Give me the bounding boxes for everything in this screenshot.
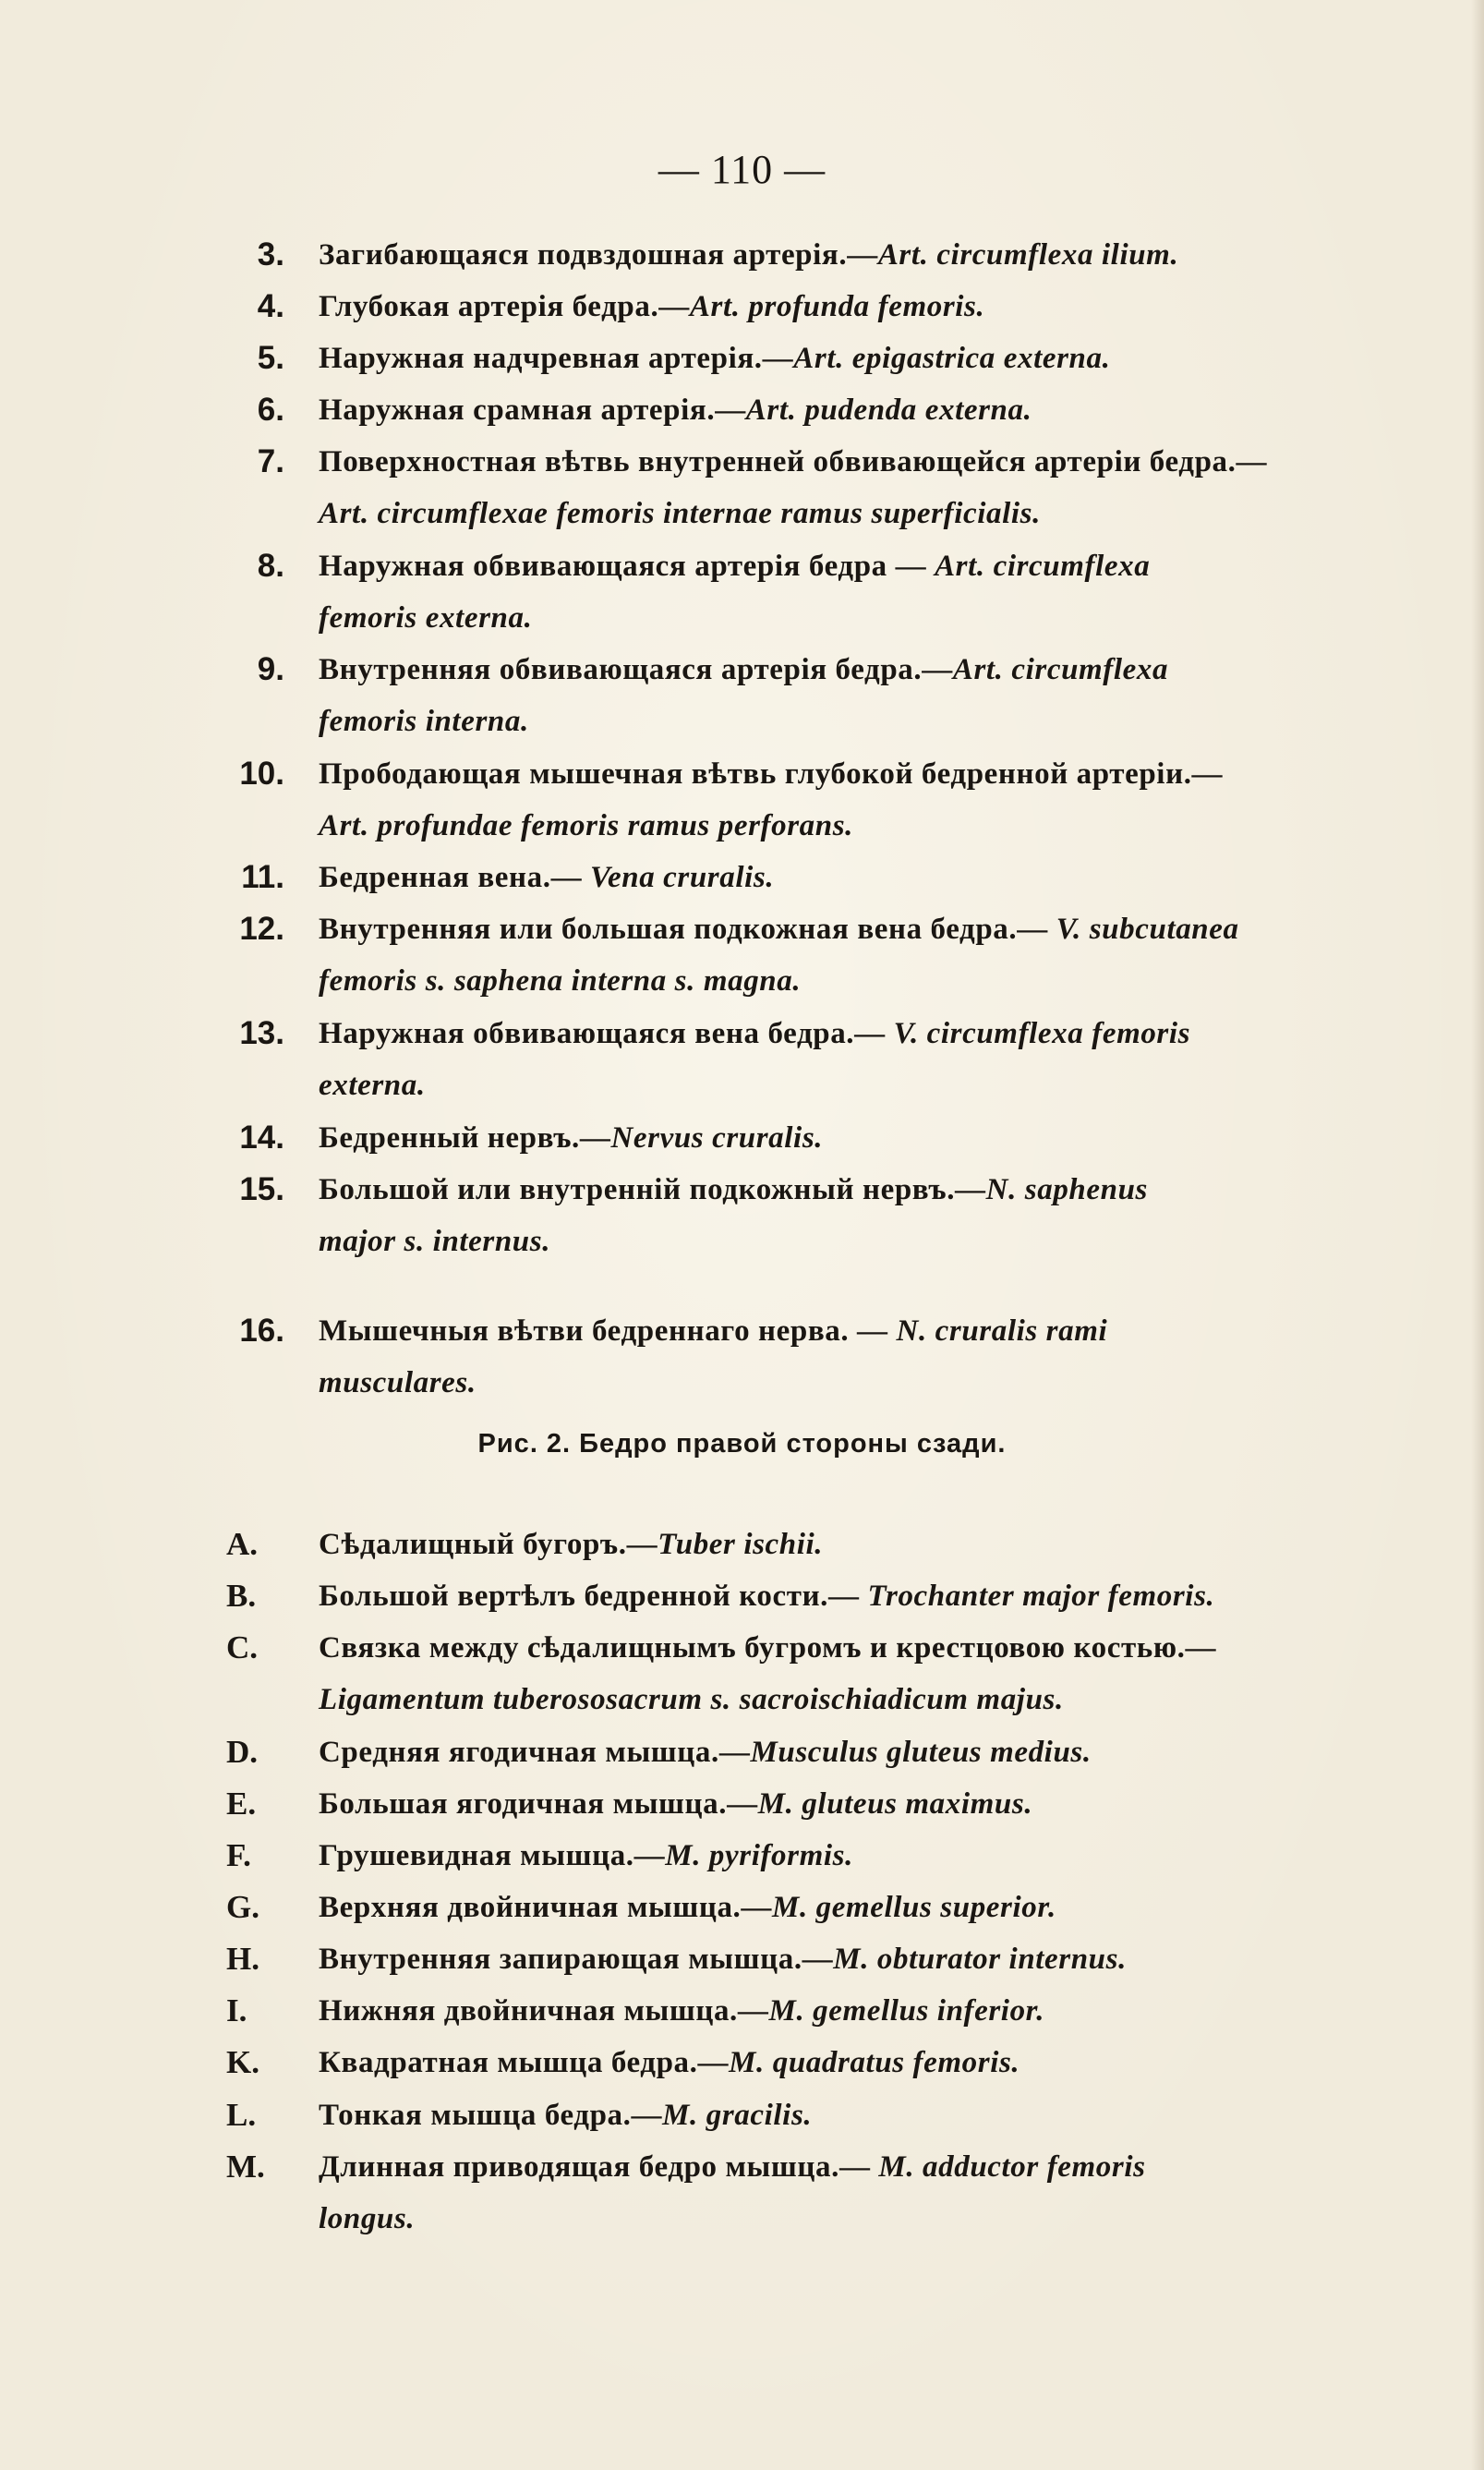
entry-continuation: Art. profundae femoris ramus perforans.: [319, 809, 853, 842]
figure-caption: Рис. 2. Бедро правой стороны сзади.: [477, 1429, 1007, 1459]
entry-letter: E.: [226, 1786, 257, 1822]
entry-continuation: Art. circumflexae femoris internae ramus superficialis.: [319, 497, 1041, 530]
entry-continuation: major s. internus.: [319, 1225, 551, 1258]
entry-text: Наружная обвивающаяся вена бедра.— V. circumflexa femoris: [319, 1017, 1191, 1050]
entry-number: 4.: [257, 288, 284, 324]
entry-letter: L.: [226, 2097, 257, 2133]
page-number: — 110 —: [658, 147, 826, 192]
entry-letter: F.: [226, 1837, 251, 1873]
page-edge-shadow: [1471, 0, 1484, 2470]
entry-text: Большой вертѣлъ бедренной кости.— Trochanter major femoris.: [319, 1580, 1215, 1613]
entry-number: 7.: [257, 443, 284, 479]
entry-letter: D.: [226, 1734, 259, 1770]
entry-text: Длинная приводящая бедро мышца.— M. adductor femoris: [319, 2150, 1146, 2184]
entry-text: Внутренняя обвивающаяся артерія бедра.—Art. circumflexa: [319, 653, 1169, 686]
entry-number: 12.: [239, 911, 284, 947]
entry-text: Внутренняя или большая подкожная вена бедра.— V. subcutanea: [319, 913, 1239, 946]
entry-number: 14.: [239, 1120, 284, 1156]
entry-text: Прободающая мышечная вѣтвь глубокой бедренной артеріи.—: [319, 757, 1224, 791]
entry-text: Наружная надчревная артерія.—Art. epigastrica externa.: [319, 342, 1111, 375]
entry-continuation: Ligamentum tuberososacrum s. sacroischiadicum majus.: [319, 1683, 1064, 1716]
entry-text: Тонкая мышца бедра.—M. gracilis.: [319, 2099, 813, 2132]
entry-letter: G.: [226, 1889, 259, 1925]
entry-text: Мышечныя вѣтви бедреннаго нерва. — N. cruralis rami: [319, 1314, 1108, 1348]
entry-continuation: longus.: [319, 2202, 416, 2235]
entry-text: Верхняя двойничная мышца.—M. gemellus superior.: [319, 1891, 1056, 1924]
entry-number: 6.: [257, 392, 284, 428]
entry-letter: K.: [226, 2044, 259, 2080]
entry-continuation: femoris interna.: [319, 705, 529, 738]
entry-text: Внутренняя запирающая мышца.—M. obturator internus.: [319, 1943, 1127, 1976]
entry-text: Наружная обвивающаяся артерія бедра — Art. circumflexa: [319, 550, 1151, 583]
entry-text: Связка между сѣдалищнымъ бугромъ и крестцовою костью.—: [319, 1631, 1217, 1665]
entry-letter: C.: [226, 1629, 259, 1665]
entry-number: 15.: [239, 1171, 284, 1207]
entry-letter: B.: [226, 1578, 257, 1614]
entry-letter: H.: [226, 1941, 259, 1977]
entry-number: 9.: [257, 651, 284, 687]
entry-text: Поверхностная вѣтвь внутренней обвивающейся артеріи бедра.—: [319, 445, 1268, 478]
entry-text: Бедренная вена.— Vena cruralis.: [319, 861, 775, 894]
entry-number: 16.: [239, 1313, 284, 1349]
entry-letter: A.: [226, 1526, 259, 1562]
entry-number: 11.: [241, 859, 284, 895]
entry-text: Средняя ягодичная мышца.—Musculus gluteus medius.: [319, 1736, 1092, 1769]
entry-continuation: femoris s. saphena interna s. magna.: [319, 964, 802, 998]
entry-letter: I.: [226, 1992, 247, 2028]
entry-continuation: femoris externa.: [319, 601, 533, 635]
entry-text: Большой или внутренній подкожный нервъ.—N. saphenus: [319, 1173, 1148, 1206]
entry-text: Загибающаяся подвздошная артерія.—Art. circumflexa ilium.: [319, 238, 1179, 272]
entry-text: Грушевидная мышца.—M. pyriformis.: [319, 1839, 853, 1872]
entry-number: 3.: [257, 236, 284, 272]
entry-text: Большая ягодичная мышца.—M. gluteus maximus.: [319, 1787, 1033, 1821]
entry-continuation: musculares.: [319, 1366, 477, 1399]
entry-number: 8.: [257, 548, 284, 584]
entry-number: 13.: [239, 1015, 284, 1051]
entry-letter: M.: [226, 2149, 265, 2185]
entry-number: 5.: [257, 340, 284, 376]
entry-text: Наружная срамная артерія.—Art. pudenda externa.: [319, 394, 1032, 427]
entry-text: Нижняя двойничная мышца.—M. gemellus inferior.: [319, 1994, 1045, 2028]
entry-text: Сѣдалищный бугоръ.—Tuber ischii.: [319, 1528, 824, 1561]
entry-number: 10.: [239, 756, 284, 792]
entry-text: Глубокая артерія бедра.—Art. profunda femoris.: [319, 290, 985, 323]
entry-text: Бедренный нервъ.—Nervus cruralis.: [319, 1121, 824, 1155]
entry-continuation: externa.: [319, 1069, 426, 1102]
entry-text: Квадратная мышца бедра.—M. quadratus femoris.: [319, 2046, 1020, 2079]
